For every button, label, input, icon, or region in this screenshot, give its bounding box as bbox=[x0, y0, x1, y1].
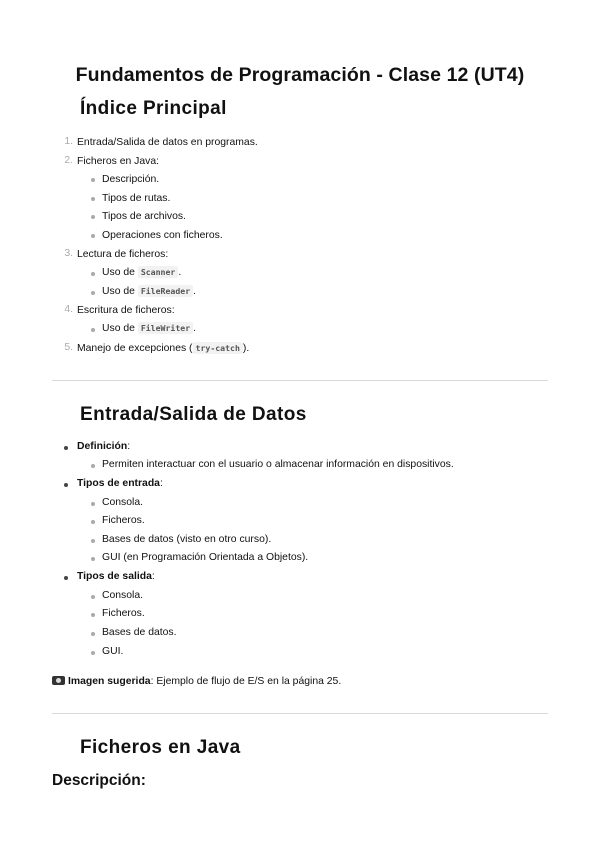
list-item-prefix: Uso de bbox=[102, 323, 135, 334]
list-number: 1. bbox=[64, 136, 73, 147]
list-item: Bases de datos (visto en otro curso). bbox=[102, 534, 272, 545]
bullet-icon bbox=[91, 613, 95, 617]
index-item-writing: Escritura de ficheros: bbox=[77, 305, 175, 316]
bullet-icon bbox=[64, 483, 68, 487]
bullet-icon bbox=[91, 595, 95, 599]
list-item: Permiten interactuar con el usuario o almacenar información en dispositivos. bbox=[102, 459, 454, 470]
input-types-label: Tipos de entrada bbox=[77, 478, 160, 489]
list-item: Operaciones con ficheros. bbox=[102, 230, 223, 241]
list-number: 3. bbox=[64, 248, 73, 259]
list-item-prefix: Uso de bbox=[102, 267, 135, 278]
bullet-icon bbox=[91, 464, 95, 468]
output-types-label: Tipos de salida bbox=[77, 571, 152, 582]
index-item-exceptions bbox=[77, 342, 249, 355]
list-item: Consola. bbox=[102, 497, 144, 508]
list-item: Tipos de entrada: bbox=[77, 478, 163, 489]
io-heading: Entrada/Salida de Datos bbox=[80, 404, 307, 425]
image-suggestion-text: : Ejemplo de flujo de E/S en la página 25. bbox=[150, 676, 342, 687]
bullet-icon bbox=[91, 197, 95, 201]
item-text: Manejo de excepciones ( bbox=[77, 343, 193, 354]
list-item: GUI. bbox=[102, 646, 124, 657]
index-item-io: Entrada/Salida de datos en programas. bbox=[77, 137, 258, 148]
inline-code: Scanner bbox=[138, 266, 179, 278]
image-suggestion-label: Imagen sugerida bbox=[68, 676, 151, 687]
inline-code: try-catch bbox=[193, 342, 243, 354]
index-item-files: Ficheros en Java: bbox=[77, 156, 160, 167]
bullet-icon bbox=[91, 520, 95, 524]
bullet-icon bbox=[91, 651, 95, 655]
bullet-icon bbox=[91, 272, 95, 276]
bullet-icon bbox=[91, 539, 95, 543]
list-number: 4. bbox=[64, 304, 73, 315]
list-item: Uso de FileReader . bbox=[102, 286, 197, 297]
bullet-icon bbox=[91, 557, 95, 561]
list-item: Ficheros. bbox=[102, 515, 145, 526]
bullet-icon bbox=[91, 234, 95, 238]
image-suggestion-note bbox=[52, 675, 341, 688]
list-item: Definición: bbox=[77, 441, 131, 452]
bullet-icon bbox=[91, 632, 95, 636]
list-item: GUI (en Programación Orientada a Objetos). bbox=[102, 552, 309, 563]
divider bbox=[52, 380, 548, 381]
index-heading: Índice Principal bbox=[80, 98, 227, 119]
inline-code: FileWriter bbox=[138, 322, 193, 334]
files-heading: Ficheros en Java bbox=[80, 737, 241, 758]
list-item-prefix: Uso de bbox=[102, 286, 135, 297]
list-item: Uso de Scanner . bbox=[102, 267, 182, 278]
bullet-icon bbox=[91, 502, 95, 506]
inline-code: FileReader bbox=[138, 285, 193, 297]
description-subheading: Descripción: bbox=[52, 772, 146, 789]
camera-icon bbox=[52, 676, 65, 685]
list-item: Descripción. bbox=[102, 174, 160, 185]
list-item: Tipos de salida: bbox=[77, 571, 155, 582]
bullet-icon bbox=[91, 328, 95, 332]
list-number: 2. bbox=[64, 155, 73, 166]
index-item-reading: Lectura de ficheros: bbox=[77, 249, 169, 260]
bullet-icon bbox=[91, 215, 95, 219]
bullet-icon bbox=[91, 291, 95, 295]
definition-label: Definición bbox=[77, 441, 128, 452]
list-item: Tipos de rutas. bbox=[102, 193, 171, 204]
list-item: Tipos de archivos. bbox=[102, 211, 186, 222]
divider bbox=[52, 713, 548, 714]
list-item: Consola. bbox=[102, 590, 144, 601]
list-item: Uso de FileWriter . bbox=[102, 323, 197, 334]
list-item: Ficheros. bbox=[102, 608, 145, 619]
bullet-icon bbox=[91, 178, 95, 182]
bullet-icon bbox=[64, 446, 68, 450]
item-text: ). bbox=[242, 343, 250, 354]
bullet-icon bbox=[64, 576, 68, 580]
document-title: Fundamentos de Programación - Clase 12 (UT4) bbox=[75, 64, 525, 86]
list-number: 5. bbox=[64, 342, 73, 353]
list-item: Bases de datos. bbox=[102, 627, 177, 638]
